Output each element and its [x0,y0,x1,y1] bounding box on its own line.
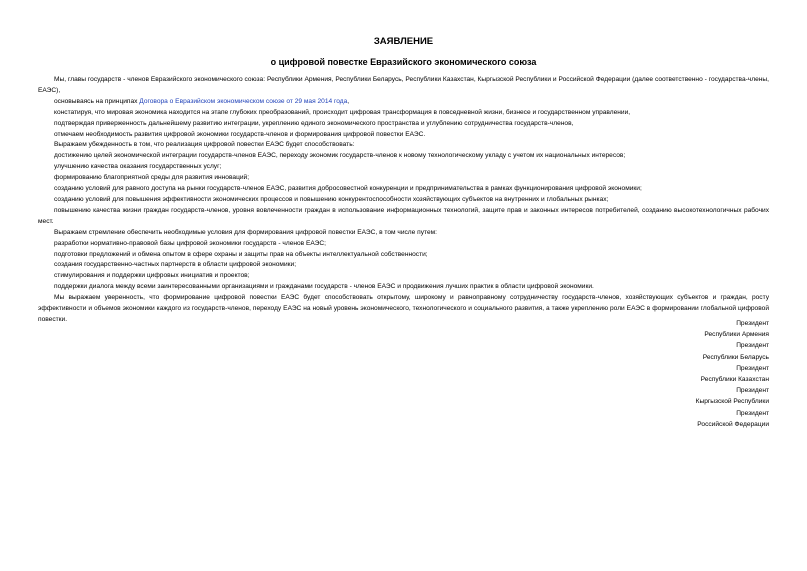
means-item: подготовки предложений и обмена опытом в сфере охраны и защиты прав на объекты интеллектуальной собственности; [54,250,428,258]
signature-country: Российской Федерации [697,420,769,428]
goal-item: созданию условий для равного доступа на рынки государств-членов ЕАЭС, развития добросовестной конкуренции и предпринимательства в рамках функционирования цифровой экономики; [54,185,642,193]
signature-title: Президент [736,320,769,327]
basis-suffix: , [347,97,350,105]
document-subtitle: о цифровой повестке Евразийского экономического союза [270,57,537,67]
signature-title: Президент [736,409,769,417]
goal-item: улучшению качества оказания государственных услуг; [54,163,222,171]
signature-title: Президент [736,387,769,395]
need-paragraph: отмечаем необходимость развития цифровой экономики государств-членов и формирования цифровой повестки ЕАЭС. [54,130,426,138]
intro-paragraph: Мы, главы государств - членов Евразийского экономического союза: Республики Армения, Республики Беларусь, Республики Казахстан, Кыргызской Республики и Российской Федерации (далее соответственно - государства-члены, ЕАЭС), [38,76,769,94]
treaty-link[interactable]: Договора о Евразийском экономическом союзе от 29 мая 2014 года [139,97,348,105]
signature-country: Республики Беларусь [702,353,769,361]
commitment-paragraph: подтверждая приверженность дальнейшему развитию интеграции, укреплению единого экономического пространства и углублению сотрудничества государств-членов, [54,119,574,127]
basis-prefix: основываясь на принципах [54,97,140,105]
signature-country: Республики Армения [704,331,769,339]
means-item: создания государственно-частных партнерств в области цифровой экономики; [54,261,297,269]
goal-item: формированию благоприятной среды для развития инноваций; [54,174,250,182]
document-body [38,75,769,326]
basis-paragraph [38,97,769,108]
goal-item: созданию условий для повышения эффективности экономических процессов и повышению конкурентоспособности хозяйствующих субъектов на внутренних и глобальных рынках; [54,195,609,203]
signature-title: Президент [736,364,769,372]
transformation-paragraph: констатируя, что мировая экономика находится на этапе глубоких преобразований, происходит цифровая трансформация в повседневной жизни, бизнесе и государственном управлении, [54,108,631,116]
means-item: поддержки диалога между всеми заинтересованными организациями и гражданами государств - членов ЕАЭС и продвижения лучших практик в области цифровой экономики. [54,283,594,291]
goal-item: достижению целей экономической интеграции государств-членов ЕАЭС, переходу экономик государств-членов к новому технологическому укладу с учетом их национальных интересов; [54,152,626,160]
signature-block [569,318,769,430]
closing-paragraph: Мы выражаем уверенность, что формирование цифровой повестки ЕАЭС будет способствовать открытому, широкому и равноправному сотрудничеству государств-членов, хозяйствующих субъектов и граждан, росту эффективности и объемов экономики каждого из государств-членов, переходу ЕАЭС на новый уровень экономического, технологического и социального развития, а также укреплению роли ЕАЭС в формировании глобальной цифровой повестки. [38,294,769,323]
signature-country: Республики Казахстан [700,376,769,384]
document-title: ЗАЯВЛЕНИЕ [373,36,434,47]
signature-country: Кыргызской Республики [695,398,769,406]
means-item: разработки нормативно-правовой базы цифровой экономики государств - членов ЕАЭС; [54,239,326,247]
means-item: стимулирования и поддержки цифровых инициатив и проектов; [54,272,250,280]
strive-paragraph: Выражаем стремление обеспечить необходимые условия для формирования цифровой повестки ЕАЭС, в том числе путем: [54,228,437,236]
signature-title: Президент [736,342,769,350]
belief-paragraph: Выражаем убежденность в том, что реализация цифровой повестки ЕАЭС будет способствовать: [54,141,355,149]
goal-item: повышению качества жизни граждан государств-членов, уровня вовлеченности граждан в использование информационных технологий, защите прав и законных интересов потребителей, созданию высокотехнологичных рабочих мест. [38,206,769,225]
